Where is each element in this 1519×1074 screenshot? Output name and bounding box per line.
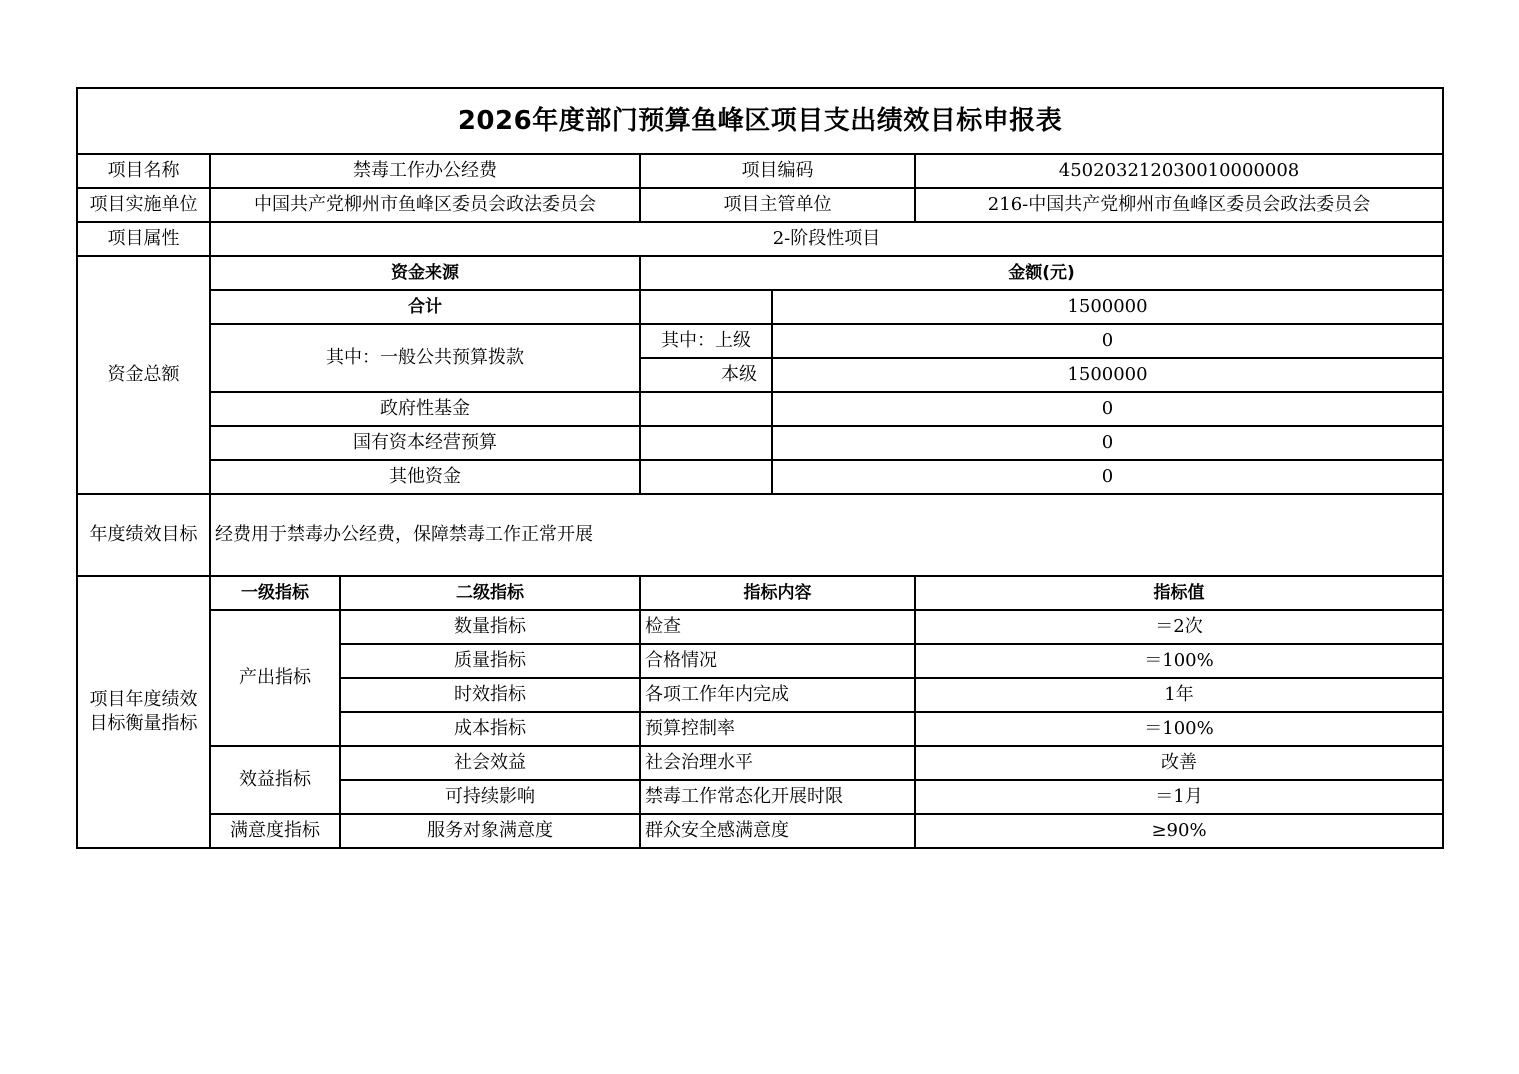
project-name-label: 项目名称 <box>77 154 210 188</box>
fund-amount-header: 金额(元) <box>640 256 1443 290</box>
indicator-section-label: 项目年度绩效目标衡量指标 <box>77 576 210 848</box>
fund-source-header: 资金来源 <box>210 256 640 290</box>
fund-total-blank <box>640 290 772 324</box>
indicator-content: 群众安全感满意度 <box>640 814 915 848</box>
level1-indicator-header: 一级指标 <box>210 576 340 610</box>
indicator-level2: 成本指标 <box>340 712 640 746</box>
indicator-level2: 可持续影响 <box>340 780 640 814</box>
supervising-unit-label: 项目主管单位 <box>640 188 915 222</box>
upper-level-label: 其中：上级 <box>640 324 772 358</box>
indicator-value: ＝1月 <box>915 780 1443 814</box>
general-budget-label: 其中：一般公共预算拨款 <box>210 324 640 392</box>
indicator-level2: 服务对象满意度 <box>340 814 640 848</box>
project-attribute-value: 2-阶段性项目 <box>210 222 1443 256</box>
annual-goal-text: 经费用于禁毒办公经费，保障禁毒工作正常开展 <box>210 494 1443 576</box>
indicator-content: 各项工作年内完成 <box>640 678 915 712</box>
benefit-indicator-group: 效益指标 <box>210 746 340 814</box>
indicator-level2: 数量指标 <box>340 610 640 644</box>
performance-target-table <box>76 87 1444 849</box>
government-fund-label: 政府性基金 <box>210 392 640 426</box>
annual-goal-label: 年度绩效目标 <box>77 494 210 576</box>
performance-form-sheet <box>76 87 1442 849</box>
indicator-content: 预算控制率 <box>640 712 915 746</box>
fund-total-section-label: 资金总额 <box>77 256 210 494</box>
indicator-value-header: 指标值 <box>915 576 1443 610</box>
state-capital-budget-blank <box>640 426 772 460</box>
output-indicator-group: 产出指标 <box>210 610 340 746</box>
other-funds-label: 其他资金 <box>210 460 640 494</box>
level2-indicator-header: 二级指标 <box>340 576 640 610</box>
other-funds-blank <box>640 460 772 494</box>
state-capital-budget-label: 国有资本经营预算 <box>210 426 640 460</box>
indicator-value: ≥90% <box>915 814 1443 848</box>
indicator-value: ＝100% <box>915 644 1443 678</box>
project-code-label: 项目编码 <box>640 154 915 188</box>
indicator-content: 禁毒工作常态化开展时限 <box>640 780 915 814</box>
page-title: 2026年度部门预算鱼峰区项目支出绩效目标申报表 <box>77 88 1443 154</box>
government-fund-value: 0 <box>772 392 1443 426</box>
indicator-level2: 时效指标 <box>340 678 640 712</box>
indicator-level2: 社会效益 <box>340 746 640 780</box>
local-level-value: 1500000 <box>772 358 1443 392</box>
implementing-unit-label: 项目实施单位 <box>77 188 210 222</box>
indicator-value: 1年 <box>915 678 1443 712</box>
indicator-value: ＝100% <box>915 712 1443 746</box>
indicator-value: 改善 <box>915 746 1443 780</box>
upper-level-value: 0 <box>772 324 1443 358</box>
fund-total-label: 合计 <box>210 290 640 324</box>
project-name-value: 禁毒工作办公经费 <box>210 154 640 188</box>
project-code-value: 450203212030010000008 <box>915 154 1443 188</box>
indicator-content: 社会治理水平 <box>640 746 915 780</box>
local-level-label: 本级 <box>640 358 772 392</box>
government-fund-blank <box>640 392 772 426</box>
implementing-unit-value: 中国共产党柳州市鱼峰区委员会政法委员会 <box>210 188 640 222</box>
indicator-content-header: 指标内容 <box>640 576 915 610</box>
fund-total-value: 1500000 <box>772 290 1443 324</box>
project-attribute-label: 项目属性 <box>77 222 210 256</box>
indicator-content: 合格情况 <box>640 644 915 678</box>
satisfaction-indicator-group: 满意度指标 <box>210 814 340 848</box>
supervising-unit-value: 216-中国共产党柳州市鱼峰区委员会政法委员会 <box>915 188 1443 222</box>
other-funds-value: 0 <box>772 460 1443 494</box>
indicator-content: 检查 <box>640 610 915 644</box>
indicator-value: ＝2次 <box>915 610 1443 644</box>
indicator-level2: 质量指标 <box>340 644 640 678</box>
state-capital-budget-value: 0 <box>772 426 1443 460</box>
